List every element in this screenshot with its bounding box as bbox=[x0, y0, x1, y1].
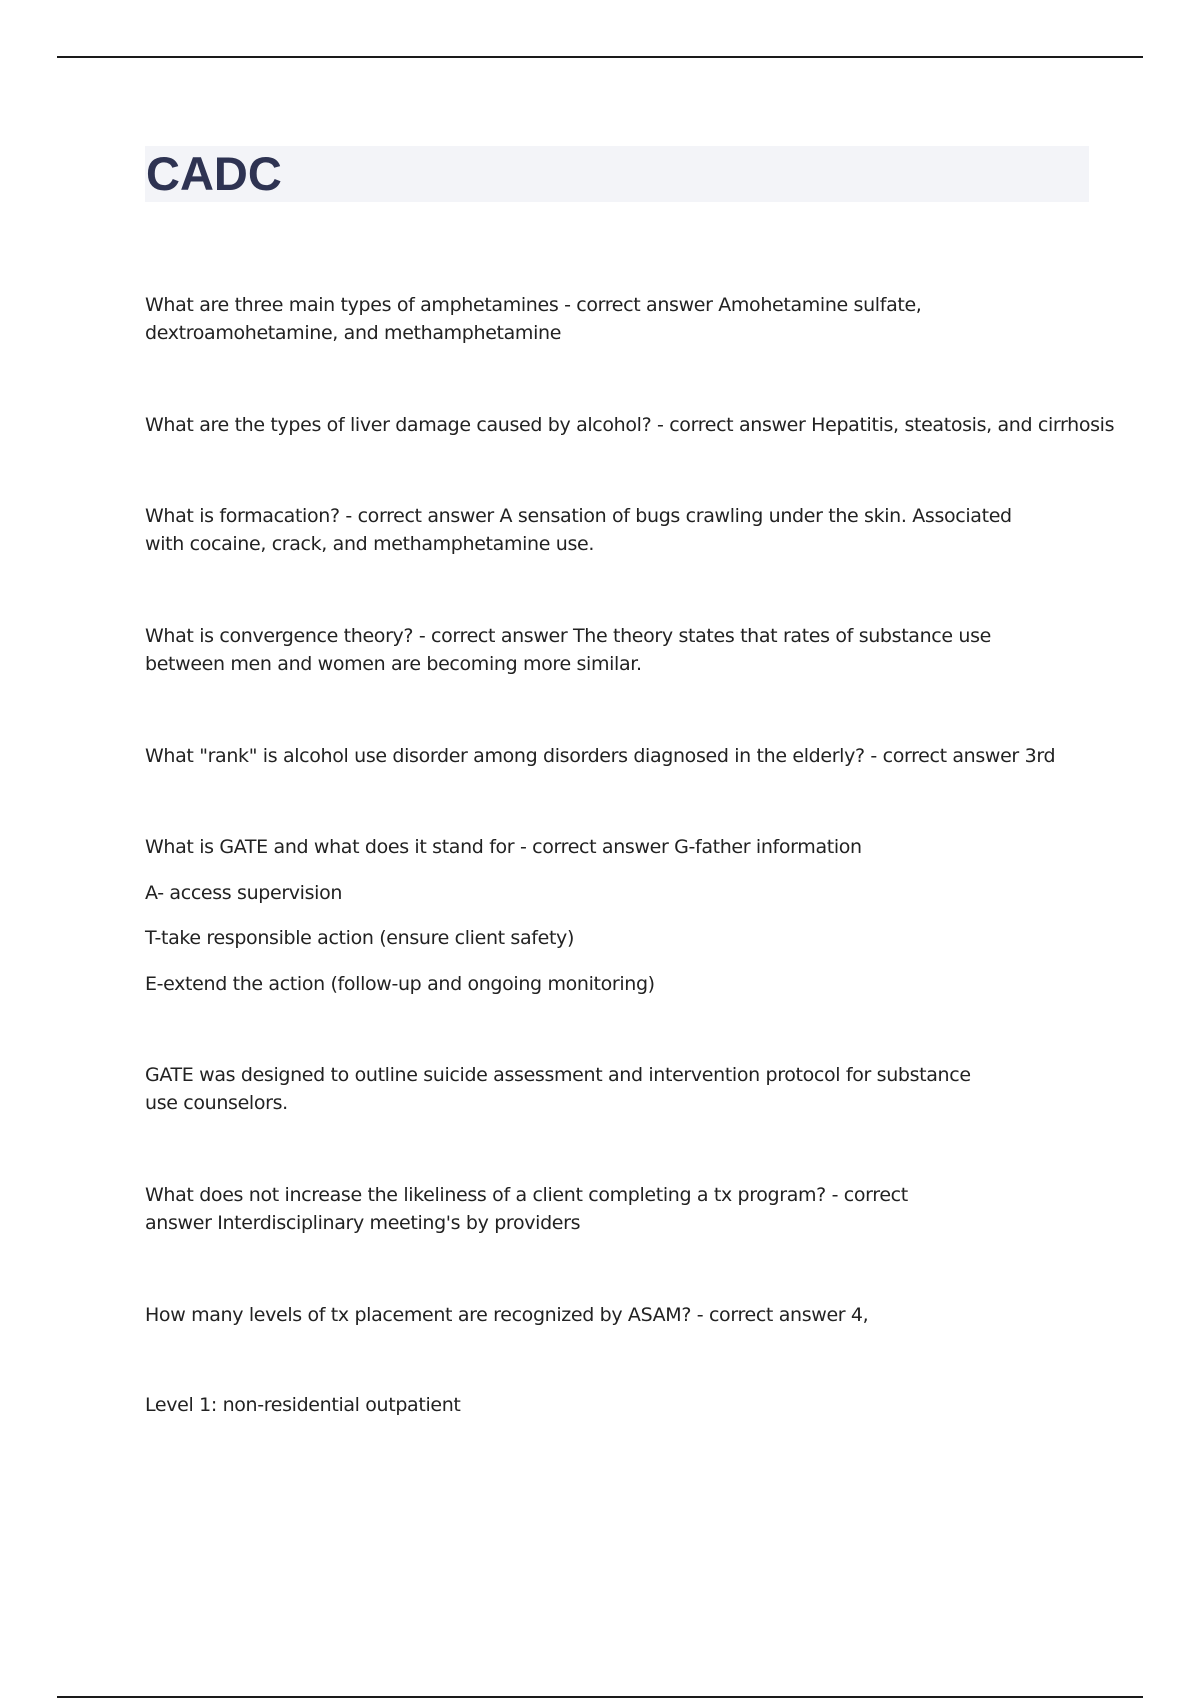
gate-line-a: A- access supervision bbox=[145, 882, 343, 904]
qa-amphetamines: What are three main types of amphetamines - correct answer Amohetamine sulfate, dextroamohetamine, and methamphetamine bbox=[145, 294, 922, 344]
qa-tx-program: What does not increase the likeliness of a client completing a tx program? - correct answer Interdisciplinary meeting's by providers bbox=[145, 1184, 908, 1234]
title-band bbox=[145, 146, 1089, 202]
header-rule bbox=[57, 56, 1143, 58]
qa-formacation: What is formacation? - correct answer A sensation of bugs crawling under the skin. Associated with cocaine, crack, and methamphetamine use. bbox=[145, 505, 1012, 555]
gate-line-e: E-extend the action (follow-up and ongoing monitoring) bbox=[145, 973, 655, 995]
qa-liver-damage: What are the types of liver damage caused by alcohol? - correct answer Hepatitis, steatosis, and cirrhosis bbox=[145, 414, 1115, 436]
footer-rule bbox=[57, 1696, 1143, 1698]
page-title: CADC bbox=[146, 147, 282, 200]
qa-asam-levels: How many levels of tx placement are recognized by ASAM? - correct answer 4, bbox=[145, 1304, 869, 1326]
qa-alcohol-rank: What "rank" is alcohol use disorder among disorders diagnosed in the elderly? - correct answer 3rd bbox=[145, 745, 1056, 767]
qa-convergence-theory: What is convergence theory? - correct answer The theory states that rates of substance use between men and women are becoming more similar. bbox=[145, 625, 991, 675]
gate-description: GATE was designed to outline suicide assessment and intervention protocol for substance use counselors. bbox=[145, 1064, 971, 1114]
qa-gate-question: What is GATE and what does it stand for - correct answer G-father information bbox=[145, 836, 862, 858]
asam-level-1: Level 1: non-residential outpatient bbox=[145, 1394, 461, 1416]
gate-line-t: T-take responsible action (ensure client safety) bbox=[145, 927, 575, 949]
